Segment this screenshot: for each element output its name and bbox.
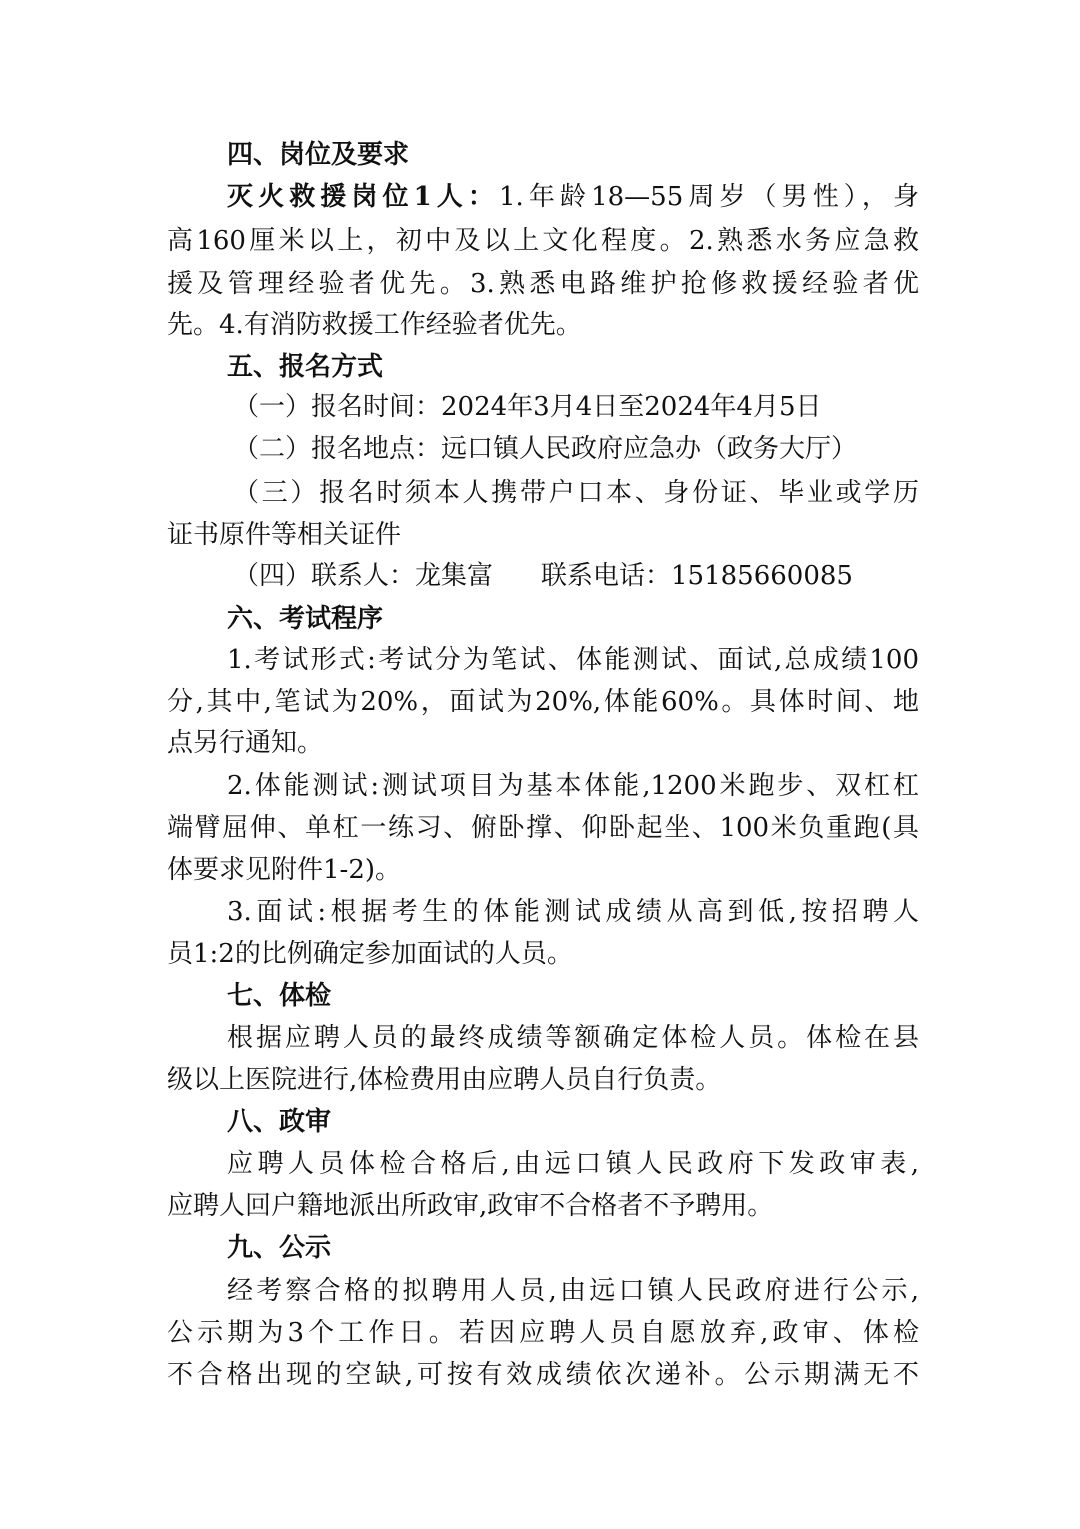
requirement-text: 1.年龄18—55周岁（男性），身 <box>498 182 919 212</box>
section-heading-publicity: 九、公示 <box>227 1233 332 1263</box>
paragraph-line: 经考察合格的拟聘用人员,由远口镇人民政府进行公示, <box>227 1276 919 1306</box>
paragraph-line: 公示期为3个工作日。若因应聘人员自愿放弃,政审、体检 <box>167 1318 919 1348</box>
section-heading-physical: 七、体检 <box>227 981 332 1011</box>
paragraph-line: 级以上医院进行,体检费用由应聘人员自行负责。 <box>167 1065 722 1095</box>
paragraph-line <box>227 175 919 219</box>
contact-line <box>233 554 919 598</box>
paragraph-line: 端臂屈伸、单杠一练习、俯卧撑、仰卧起坐、100米负重跑(具 <box>167 813 919 843</box>
post-label: 灭火救援岗位1人： <box>227 182 499 212</box>
paragraph-line: 根据应聘人员的最终成绩等额确定体检人员。体检在县 <box>227 1023 919 1053</box>
paragraph-line: 援及管理经验者优先。3.熟悉电路维护抢修救援经验者优 <box>167 269 919 299</box>
section-heading-exam: 六、考试程序 <box>227 604 384 634</box>
registration-time: （一）报名时间：2024年3月4日至2024年4月5日 <box>233 392 822 422</box>
paragraph-line: 分,其中,笔试为20%，面试为20%,体能60%。具体时间、地 <box>167 687 919 717</box>
paragraph-line: 点另行通知。 <box>167 728 324 758</box>
contact-person: （四）联系人：龙集富 <box>233 561 494 591</box>
paragraph-line: 应聘人回户籍地派出所政审,政审不合格者不予聘用。 <box>167 1191 774 1221</box>
paragraph-line: 1.考试形式:考试分为笔试、体能测试、面试,总成绩100 <box>227 645 919 675</box>
section-heading-registration: 五、报名方式 <box>227 352 384 382</box>
section-heading-political: 八、政审 <box>227 1107 332 1137</box>
paragraph-line: 2.体能测试:测试项目为基本体能,1200米跑步、双杠杠 <box>227 771 919 801</box>
paragraph-line: 不合格出现的空缺,可按有效成绩依次递补。公示期满无不 <box>167 1360 919 1390</box>
contact-phone: 联系电话：15185660085 <box>541 561 853 591</box>
paragraph-line: 体要求见附件1-2)。 <box>167 855 402 885</box>
registration-docs: （三）报名时须本人携带户口本、身份证、毕业或学历 <box>233 478 919 508</box>
paragraph-line: 高160厘米以上，初中及以上文化程度。2.熟悉水务应急救 <box>167 226 919 256</box>
paragraph-line: 先。4.有消防救援工作经验者优先。 <box>167 310 582 340</box>
paragraph-line: 员1:2的比例确定参加面试的人员。 <box>167 939 573 969</box>
paragraph-line: 应聘人员体检合格后,由远口镇人民政府下发政审表, <box>227 1149 919 1179</box>
section-heading-positions: 四、岗位及要求 <box>227 140 410 170</box>
paragraph-line: 3.面试:根据考生的体能测试成绩从高到低,按招聘人 <box>227 897 919 927</box>
paragraph-line: 证书原件等相关证件 <box>167 520 402 550</box>
registration-place: （二）报名地点：远口镇人民政府应急办（政务大厅） <box>233 434 858 464</box>
